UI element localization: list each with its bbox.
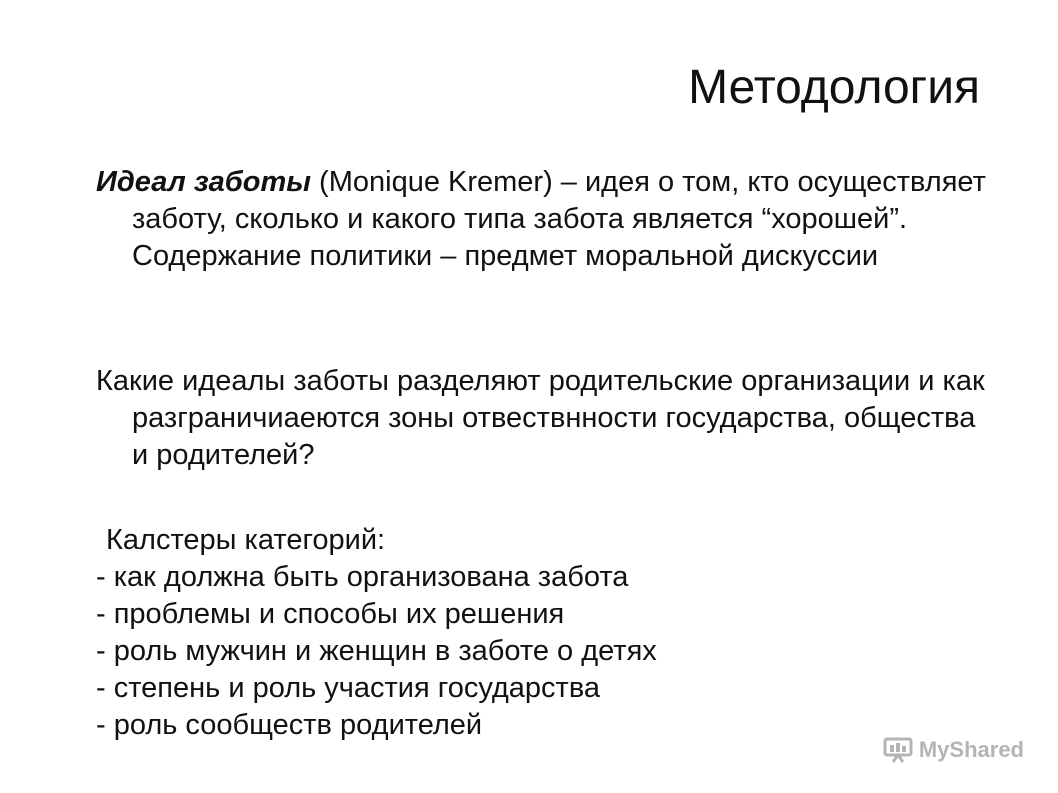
list-item: - степень и роль участия государства xyxy=(96,672,601,704)
watermark xyxy=(883,737,1024,763)
clusters-list xyxy=(96,559,996,744)
research-question xyxy=(96,363,996,474)
ideal-paragraph xyxy=(96,164,996,275)
ideal-term: Идеал заботы xyxy=(96,166,311,198)
ideal-text: (Monique Kremer) – идея о том, кто осуществляет заботу, сколько и какого типа забота является “хорошей”. Содержание политики – предмет моральной дискуссии xyxy=(132,166,986,272)
presentation-board-icon xyxy=(883,737,913,763)
list-item: - роль сообществ родителей xyxy=(96,709,483,741)
research-question-text: Какие идеалы заботы разделяют родительские организации и как разграничиаеются зоны отвествнности государства, общества и родителей? xyxy=(96,365,985,471)
list-item: - роль мужчин и женщин в заботе о детях xyxy=(96,635,657,667)
clusters-heading: Калстеры категорий: xyxy=(106,524,386,556)
watermark-text: MyShared xyxy=(918,737,1024,762)
list-item: - как должна быть организована забота xyxy=(96,561,629,593)
clusters-section xyxy=(96,522,996,744)
list-item: - проблемы и способы их решения xyxy=(96,598,565,630)
slide-title: Методология xyxy=(688,61,980,114)
